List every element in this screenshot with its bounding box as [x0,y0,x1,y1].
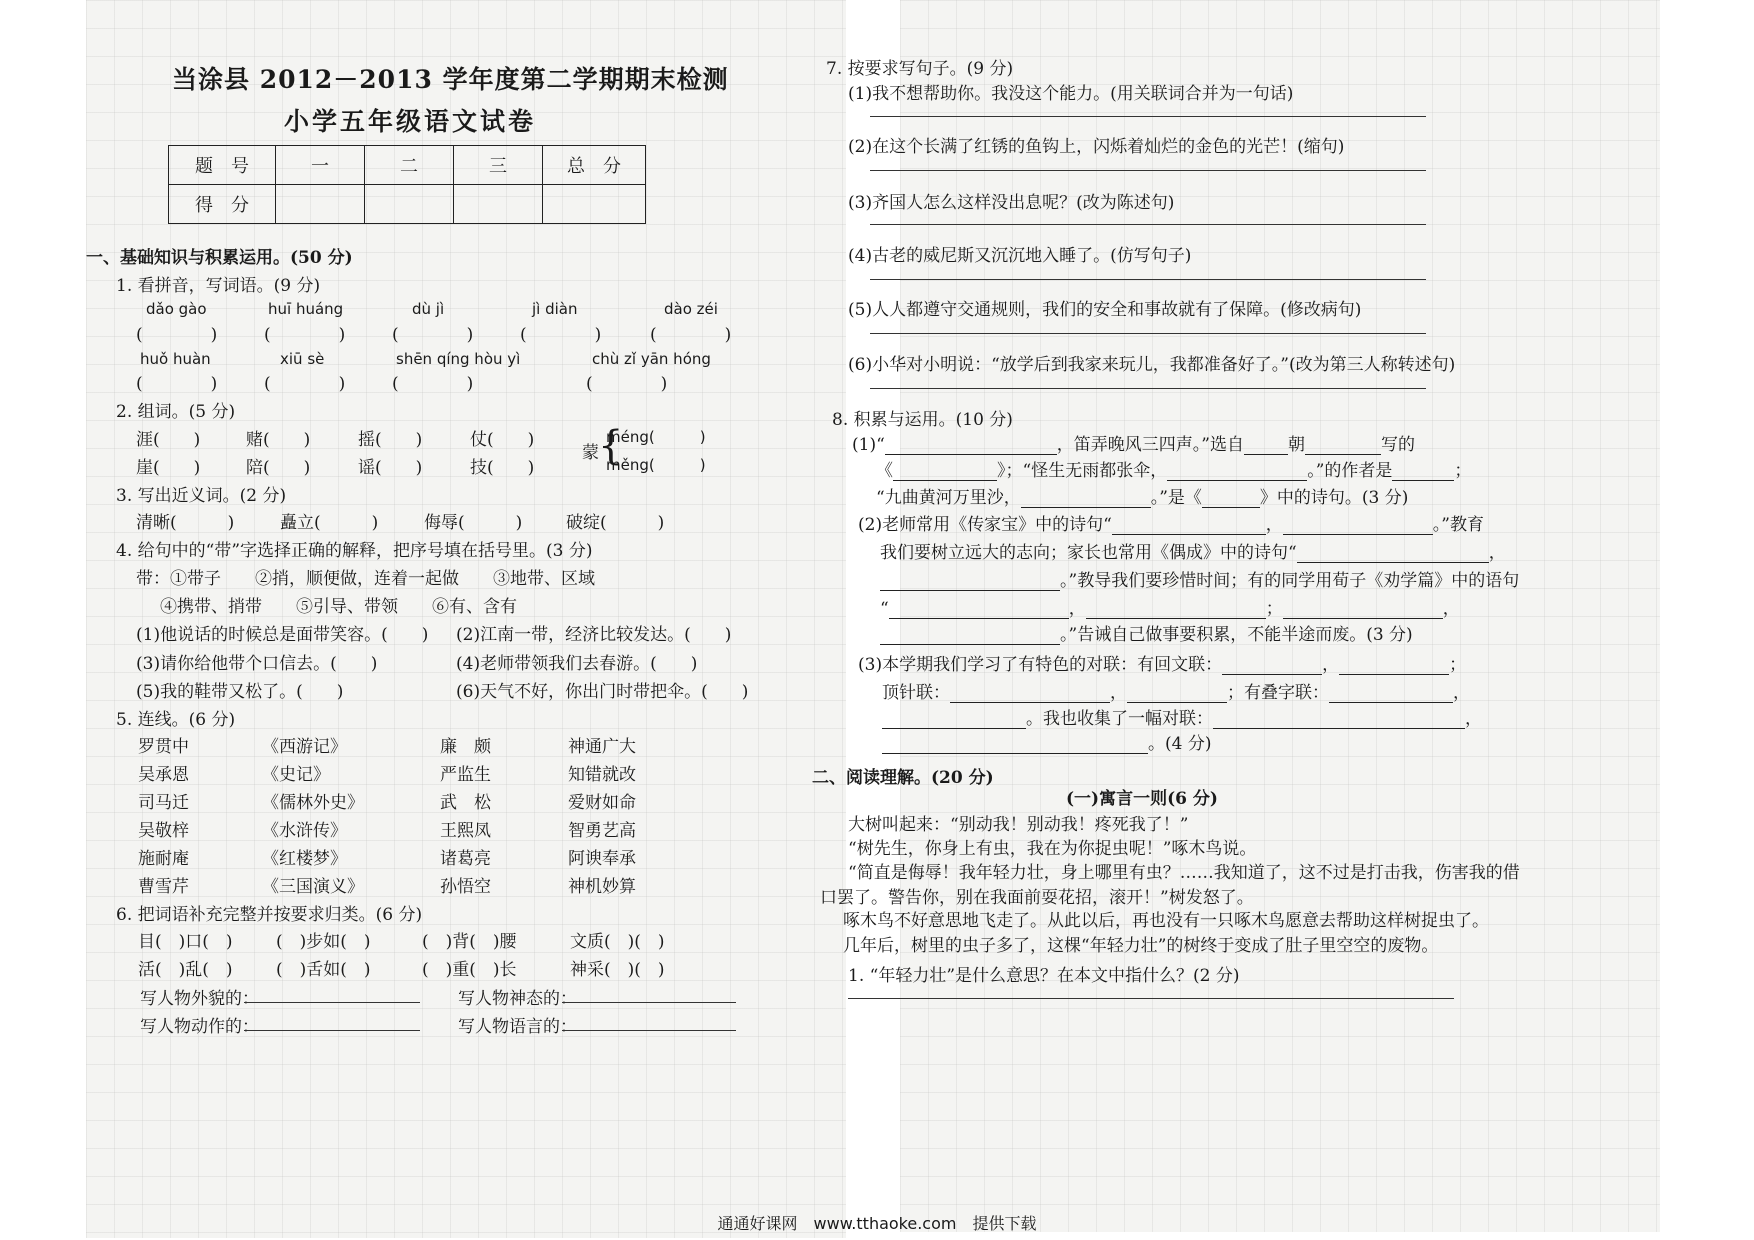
fill-line [876,483,1408,508]
passage-paragraph: 大树叫起来：“别动我！别动我！疼死我了！” [848,815,1189,835]
fill-blank[interactable] [1222,656,1322,675]
synonym-item[interactable]: 清晰( ) [136,513,235,533]
trait[interactable]: 神通广大 [568,737,636,757]
idiom-item[interactable]: ( )重( )长 [422,960,517,980]
section-heading: 二、阅读理解。(20 分) [812,768,994,788]
answer-blank[interactable]: ( ) [264,325,346,345]
score-cell[interactable] [543,185,646,224]
score-header-cell: 总 分 [543,146,646,185]
trait[interactable]: 智勇艺高 [568,821,636,841]
fill-line [852,430,1415,455]
synonym-item[interactable]: 侮辱( ) [424,513,523,533]
sentence-item[interactable]: (6)天气不好，你出门时带把伞。( ) [456,682,749,702]
idiom-item[interactable]: ( )背( )腰 [422,932,517,952]
brace-icon: { [598,423,624,469]
idiom-item[interactable]: ( )步如( ) [276,932,371,952]
book[interactable]: 《西游记》 [262,737,347,757]
answer-blank[interactable]: ( ) [136,374,218,394]
fill-text: 。”是《 [1150,488,1202,508]
category-label: 写人物动作的： [140,1017,259,1037]
rewrite-prompt: (5)人人都遵守交通规则，我们的安全和事故就有了保障。(修改病句) [848,300,1362,320]
idiom-item[interactable]: ( )舌如( ) [276,960,371,980]
pinyin: chù zǐ yān hóng [592,350,711,368]
answer-line[interactable] [870,279,1426,280]
exam-subtitle: 小学五年级语文试卷 [284,107,537,136]
fill-blank[interactable] [889,600,1069,619]
fill-blank[interactable] [885,436,1057,455]
fill-text: “九曲黄河万里沙， [876,488,1021,508]
question-title: 8. 积累与运用。(10 分) [832,410,1013,430]
trait[interactable]: 神机妙算 [568,877,636,897]
passage-paragraph: “树先生，你身上有虫，我在为你捉虫呢！”啄木鸟说。 [848,839,1257,859]
pinyin: xiū sè [280,350,325,368]
score-header-cell: 二 [365,146,454,185]
sentence-item[interactable]: (4)老师带领我们去春游。( ) [456,654,698,674]
idiom-item[interactable]: 活( )乱( ) [138,960,233,980]
rewrite-prompt: (1)我不想帮助你。我没这个能力。(用关联词合并为一句话) [848,84,1294,104]
fill-text: “ [880,599,889,619]
answer-blank[interactable]: ( ) [264,374,346,394]
score-header-cell: 题 号 [169,146,276,185]
fill-text: ； [1449,655,1467,675]
fill-text: 》中的诗句。(3 分) [1259,488,1409,508]
author[interactable]: 罗贯中 [138,737,189,757]
character[interactable]: 诸葛亮 [440,849,491,869]
fill-blank[interactable] [1339,656,1449,675]
passage-paragraph: “简直是侮辱！我年轻力壮，身上哪里有虫？……我知道了，这不过是打击我，伤害我的借 [848,863,1520,883]
fill-blank[interactable] [880,572,1060,591]
rewrite-prompt: (6)小华对小明说：“放学后到我家来玩儿，我都准备好了。”(改为第三人称转述句) [848,355,1456,375]
word-item[interactable]: 陪( ) [246,458,311,478]
trait[interactable]: 爱财如命 [568,793,636,813]
fill-line [882,704,1482,729]
fill-blank[interactable] [1329,684,1453,703]
score-row-label: 得 分 [169,185,276,224]
answer-blank[interactable]: ( ) [136,325,218,345]
passage-paragraph: 啄木鸟不好意思地飞走了。从此以后，再也没有一只啄木鸟愿意去帮助这样树捉虫了。 [826,911,1489,931]
answer-line[interactable] [244,1030,420,1031]
author[interactable]: 施耐庵 [138,849,189,869]
pinyin: dù jì [412,300,445,318]
idiom-item[interactable]: 神采( )( ) [570,960,665,980]
trait[interactable]: 知错就改 [568,765,636,785]
fill-text: 写的 [1380,435,1415,455]
fill-blank[interactable] [1086,600,1266,619]
question-title: 5. 连线。(6 分) [116,710,236,730]
question-title: 1. “年轻力壮”是什么意思？在本文中指什么？(2 分) [848,966,1240,986]
answer-blank[interactable]: ( ) [392,325,474,345]
answer-line[interactable] [562,1030,736,1031]
character[interactable]: 孙悟空 [440,877,491,897]
definition-list: 带：①带子 ②捎，顺便做，连着一起做 ③地带、区域 [136,569,595,589]
idiom-item[interactable]: 文质( )( ) [570,932,665,952]
score-cell[interactable] [276,185,365,224]
fill-text: 我们要树立远大的志向；家长也常用《偶成》中的诗句“ [880,543,1297,563]
pinyin: jì diàn [532,300,578,318]
book[interactable]: 《儒林外史》 [262,793,364,813]
answer-blank[interactable]: ( ) [520,325,602,345]
fill-text: ， [1465,709,1482,729]
answer-line[interactable] [244,1002,420,1003]
fill-blank[interactable] [1167,462,1307,481]
fill-blank[interactable] [1305,436,1381,455]
fill-line [882,678,1470,703]
word-item[interactable]: 涯( ) [136,430,201,450]
fill-blank[interactable] [1283,600,1443,619]
pinyin: dào zéi [664,300,718,318]
fill-line [882,729,1211,754]
fill-text: 。”告诫自己做事要积累，不能半途而废。(3 分) [1060,625,1413,645]
fill-blank[interactable] [1112,516,1266,535]
fill-blank[interactable] [1021,489,1151,508]
fill-text: 》；“怪生无雨都张伞， [997,461,1168,481]
question-title: 3. 写出近义词。(2 分) [116,486,287,506]
author[interactable]: 吴敬梓 [138,821,189,841]
fill-text: 。(4 分) [1148,734,1212,754]
score-table [168,145,646,224]
exam-title: 当涂县 2012－2013 学年度第二学期期末检测 [172,65,729,94]
character[interactable]: 武 松 [440,793,491,813]
fill-blank[interactable] [1392,462,1454,481]
answer-blank[interactable]: ( ) [650,325,732,345]
fill-line [880,594,1460,619]
synonym-item[interactable]: 破绽( ) [566,513,665,533]
fill-text: ； [1454,461,1472,481]
question-title: 2. 组词。(5 分) [116,402,236,422]
passage-title: (一)寓言一则(6 分) [1066,789,1218,809]
fill-text: 。”教导我们要珍惜时间；有的同学用荀子《劝学篇》中的语句 [1060,571,1520,591]
word-item[interactable]: 摇( ) [358,430,423,450]
fill-line [880,620,1413,645]
answer-line[interactable] [870,170,1426,171]
fill-text: (1)“ [852,435,885,455]
pinyin: huǒ huàn [140,350,211,368]
fill-text: ；有叠字联： [1227,683,1329,703]
category-label: 写人物语言的： [458,1017,577,1037]
word-item[interactable]: 谣( ) [358,458,423,478]
fill-line [880,566,1519,591]
fill-text: ， [1322,655,1340,675]
score-cell[interactable] [365,185,454,224]
fill-line [858,510,1484,535]
book[interactable]: 《三国演义》 [262,877,364,897]
character[interactable]: 严监生 [440,765,491,785]
character[interactable]: 廉 颇 [440,737,491,757]
pinyin: dǎo gào [146,300,207,318]
answer-line[interactable] [870,116,1426,117]
answer-line[interactable] [870,224,1426,225]
synonym-item[interactable]: 矗立( ) [280,513,379,533]
score-cell[interactable] [454,185,543,224]
fill-line [858,650,1466,675]
meng-item[interactable]: méng( ) [606,428,706,446]
answer-blank[interactable]: ( ) [392,374,474,394]
fill-blank[interactable] [893,462,997,481]
answer-line[interactable] [870,333,1426,334]
section-heading: 一、基础知识与积累运用。(50 分) [86,248,353,268]
sentence-item[interactable]: (5)我的鞋带又松了。( ) [136,682,344,702]
idiom-item[interactable]: 目( )口( ) [138,932,233,952]
fill-blank[interactable] [1297,544,1489,563]
rewrite-prompt: (2)在这个长满了红锈的鱼钩上，闪烁着灿烂的金色的光芒！(缩句) [848,137,1345,157]
category-label: 写人物神态的： [458,989,577,1009]
score-header-cell: 一 [276,146,365,185]
fill-blank[interactable] [1202,489,1260,508]
fill-blank[interactable] [1283,516,1433,535]
passage-paragraph: 几年后，树里的虫子多了，这棵“年轻力壮”的树终于变成了肚子里空空的废物。 [826,936,1439,956]
fill-text: ， [1068,599,1086,619]
pinyin: huī huáng [268,300,344,318]
footer-source: 通通好课网 www.tthaoke.com 提供下载 [717,1214,1037,1233]
answer-line[interactable] [870,388,1426,389]
fill-blank[interactable] [1213,710,1465,729]
fill-text: ， [1442,599,1460,619]
fill-text: ； [1265,599,1283,619]
sentence-item[interactable]: (2)江南一带，经济比较发达。( ) [456,625,732,645]
answer-blank[interactable]: ( ) [586,374,668,394]
word-item[interactable]: 崖( ) [136,458,201,478]
fill-text: 。”的作者是 [1307,461,1393,481]
definition-list: ④携带、捎带 ⑤引导、带领 ⑥有、含有 [160,597,517,617]
author[interactable]: 吴承恩 [138,765,189,785]
sentence-item[interactable]: (3)请你给他带个口信去。( ) [136,654,378,674]
author[interactable]: 曹雪芹 [138,877,189,897]
fill-text: ，笛弄晚风三四声。”选自 [1056,435,1244,455]
fill-line [876,456,1471,481]
fill-blank[interactable] [882,735,1148,754]
sentence-item[interactable]: (1)他说话的时候总是面带笑容。( ) [136,625,429,645]
word-item[interactable]: 仗( ) [470,430,535,450]
fill-text: ， [1453,683,1470,703]
fill-text: 。我也收集了一幅对联： [1026,709,1213,729]
word-item[interactable]: 技( ) [470,458,535,478]
fill-text: ， [1488,543,1506,563]
fill-blank[interactable] [1127,684,1227,703]
book[interactable]: 《水浒传》 [262,821,347,841]
fill-text: 《 [876,461,893,481]
rewrite-prompt: (4)古老的威尼斯又沉沉地入睡了。(仿写句子) [848,246,1192,266]
author[interactable]: 司马迁 [138,793,189,813]
book[interactable]: 《红楼梦》 [262,849,347,869]
question-title: 4. 给句中的“带”字选择正确的解释，把序号填在括号里。(3 分) [116,541,593,561]
fill-text: ， [1110,683,1127,703]
passage-paragraph: 口罢了。警告你，别在我面前耍花招，滚开！”树发怒了。 [820,888,1254,908]
fill-line [880,538,1506,563]
score-header-cell: 三 [454,146,543,185]
fill-text: ， [1265,515,1283,535]
meng-char: 蒙 [582,443,599,463]
question-title: 1. 看拼音，写词语。(9 分) [116,276,321,296]
fill-blank[interactable] [950,684,1110,703]
fill-text: 朝 [1287,435,1305,455]
fill-blank[interactable] [880,626,1060,645]
fill-text: 顶针联： [882,683,950,703]
answer-line[interactable] [562,1002,736,1003]
trait[interactable]: 阿谀奉承 [568,849,636,869]
answer-line[interactable] [848,998,1454,999]
fill-blank[interactable] [1244,436,1288,455]
rewrite-prompt: (3)齐国人怎么这样没出息呢？(改为陈述句) [848,193,1175,213]
fill-text: 。”教育 [1432,515,1484,535]
meng-item[interactable]: měng( ) [606,456,706,474]
question-title: 6. 把词语补充完整并按要求归类。(6 分) [116,905,423,925]
question-title: 7. 按要求写句子。(9 分) [826,59,1014,79]
category-label: 写人物外貌的： [140,989,259,1009]
fill-text: (2)老师常用《传家宝》中的诗句“ [858,515,1112,535]
book[interactable]: 《史记》 [262,765,330,785]
word-item[interactable]: 赌( ) [246,430,311,450]
character[interactable]: 王熙凤 [440,821,491,841]
fill-blank[interactable] [882,710,1026,729]
fill-text: (3)本学期我们学习了有特色的对联：有回文联： [858,655,1223,675]
pinyin: shēn qíng hòu yì [396,350,521,368]
